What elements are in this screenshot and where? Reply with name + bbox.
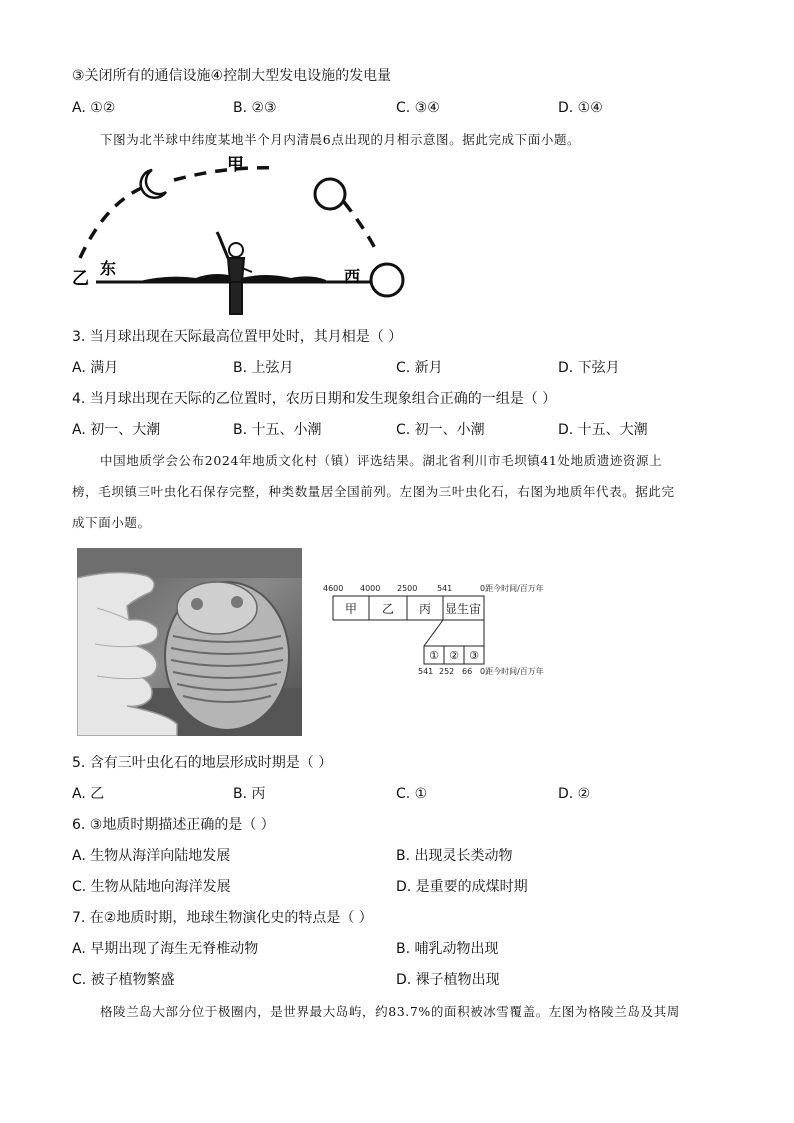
prev-option-b[interactable]: B. ②③ <box>233 100 277 116</box>
moon-phase-figure <box>66 152 416 322</box>
moon-circle-west <box>371 264 403 296</box>
label-yi: 乙 <box>72 269 89 289</box>
label-dong: 东 <box>100 259 117 278</box>
q4-stem: 4. 当月球出现在天际的乙位置时，农历日期和发生现象组合正确的一组是（ ） <box>72 391 557 407</box>
prev-question-line: ③关闭所有的通信设施④控制大型发电设施的发电量 <box>72 68 392 84</box>
q6-option-c[interactable]: C. 生物从陆地向海洋发展 <box>72 879 231 895</box>
q7-option-b[interactable]: B. 哺乳动物出现 <box>396 941 499 957</box>
cell-phanerozoic: 显生宙 <box>444 602 482 616</box>
q4-option-a[interactable]: A. 初一、大潮 <box>72 422 161 438</box>
observer-figure <box>217 232 252 314</box>
top-tick-541: 541 <box>437 584 453 593</box>
q6-option-b[interactable]: B. 出现灵长类动物 <box>396 848 513 864</box>
q6-option-a[interactable]: A. 生物从海洋向陆地发展 <box>72 848 231 864</box>
cell-jia: 甲 <box>344 602 358 616</box>
fossil-intro-line-1: 中国地质学会公布2024年地质文化村（镇）评选结果。湖北省利川市毛坝镇41处地质遗迹资源上 <box>100 453 663 468</box>
q3-option-a[interactable]: A. 满月 <box>72 360 119 376</box>
q6-option-d[interactable]: D. 是重要的成煤时期 <box>396 879 528 895</box>
top-tick-0: 0距今时间/百万年 <box>480 584 544 593</box>
cell-yi: 乙 <box>381 602 395 616</box>
trilobite-fossil-photo <box>77 548 302 736</box>
cell-era-2: ② <box>449 649 459 662</box>
q7-option-a[interactable]: A. 早期出现了海生无脊椎动物 <box>72 941 259 957</box>
q5-stem: 5. 含有三叶虫化石的地层形成时期是（ ） <box>72 755 333 771</box>
top-tick-4600: 4600 <box>323 584 344 593</box>
q5-option-b[interactable]: B. 丙 <box>233 786 266 802</box>
q5-option-a[interactable]: A. 乙 <box>72 786 105 802</box>
label-jia: 甲 <box>227 155 244 175</box>
q3-stem: 3. 当月球出现在天际最高位置甲处时，其月相是（ ） <box>72 329 403 345</box>
greenland-intro: 格陵兰岛大部分位于极圈内，是世界最大岛屿，约83.7%的面积被冰雪覆盖。左图为格陵兰岛及其周 <box>100 1004 680 1019</box>
q3-option-d[interactable]: D. 下弦月 <box>558 360 620 376</box>
prev-option-c[interactable]: C. ③④ <box>396 100 440 116</box>
crescent-moon-icon <box>141 170 166 198</box>
fossil-intro-line-3: 成下面小题。 <box>72 515 151 530</box>
q6-stem: 6. ③地质时期描述正确的是（ ） <box>72 817 275 833</box>
q5-option-d[interactable]: D. ② <box>558 786 591 802</box>
cell-era-3: ③ <box>469 649 479 662</box>
q4-option-b[interactable]: B. 十五、小潮 <box>233 422 322 438</box>
bottom-tick-66: 66 <box>462 667 473 676</box>
fossil-intro-line-2: 榜，毛坝镇三叶虫化石保存完整，种类数量居全国前列。左图为三叶虫化石，右图为地质年代表。据此完 <box>72 484 675 499</box>
bottom-tick-252: 252 <box>439 667 455 676</box>
q7-stem: 7. 在②地质时期，地球生物演化史的特点是（ ） <box>72 910 373 926</box>
moon-circle-upper-right <box>315 179 345 209</box>
q3-option-b[interactable]: B. 上弦月 <box>233 360 294 376</box>
top-tick-4000: 4000 <box>360 584 381 593</box>
q4-option-d[interactable]: D. 十五、大潮 <box>558 422 648 438</box>
geologic-time-table <box>320 578 565 682</box>
arc-dash-right <box>344 202 378 254</box>
top-tick-2500: 2500 <box>397 584 418 593</box>
q7-option-d[interactable]: D. 裸子植物出现 <box>396 972 500 988</box>
prev-option-d[interactable]: D. ①④ <box>558 100 603 116</box>
q3-option-c[interactable]: C. 新月 <box>396 360 443 376</box>
bottom-tick-541: 541 <box>418 667 434 676</box>
trilobite-head <box>177 582 257 634</box>
q7-option-c[interactable]: C. 被子植物繁盛 <box>72 972 175 988</box>
moon-intro: 下图为北半球中纬度某地半个月内清晨6点出现的月相示意图。据此完成下面小题。 <box>100 132 581 147</box>
arc-dash-top <box>174 168 276 180</box>
q5-option-c[interactable]: C. ① <box>396 786 428 802</box>
cell-era-1: ① <box>429 649 439 662</box>
prev-option-a[interactable]: A. ①② <box>72 100 116 116</box>
q4-option-c[interactable]: C. 初一、小潮 <box>396 422 485 438</box>
arc-dash-left <box>80 186 146 258</box>
cell-bing: 丙 <box>418 602 432 616</box>
bottom-tick-0: 0距今时间/百万年 <box>480 667 544 676</box>
label-xi: 西 <box>344 267 361 286</box>
